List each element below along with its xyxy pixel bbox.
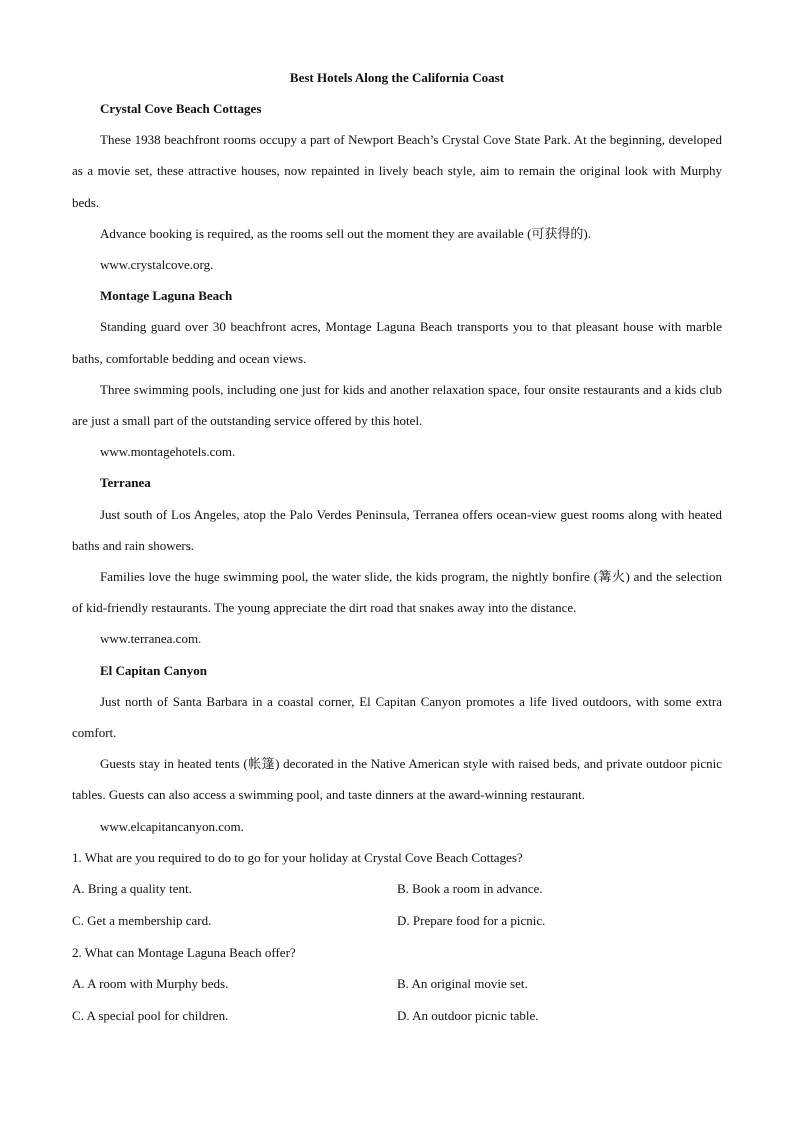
website-url: www.crystalcove.org.: [100, 257, 214, 273]
section-terranea: [72, 467, 722, 654]
option-a: A. Bring a quality tent.: [72, 881, 192, 897]
paragraph: Guests stay in heated tents (帐篷) decorated in the Native American style with raised beds, and private outdoor picnic tables. Guests can also access a swimming pool, and taste dinners at the award-winning restaurant.: [72, 756, 722, 803]
question-text: 1. What are you required to do to go for your holiday at Crystal Cove Beach Cottages?: [72, 849, 523, 865]
section-el-capitan: [72, 655, 722, 842]
document-title: Best Hotels Along the California Coast: [289, 70, 505, 85]
question-text: 2. What can Montage Laguna Beach offer?: [72, 944, 296, 960]
paragraph: These 1938 beachfront rooms occupy a part of Newport Beach’s Crystal Cove State Park. At the beginning, developed as a movie set, these attractive houses, now repainted in lively beach style, aim to remain the original look with Murphy beds.: [72, 132, 722, 210]
paragraph: Just north of Santa Barbara in a coastal corner, El Capitan Canyon promotes a life lived outdoors, with some extra comfort.: [72, 693, 722, 741]
section-heading: Crystal Cove Beach Cottages: [100, 101, 262, 116]
answer-options: [72, 968, 722, 1031]
answer-options: [72, 873, 722, 936]
option-b: B. Book a room in advance.: [397, 881, 543, 897]
section-crystal-cove: [72, 93, 722, 280]
section-heading: Montage Laguna Beach: [100, 288, 233, 304]
option-b: B. An original movie set.: [397, 976, 528, 992]
website-url: www.montagehotels.com.: [100, 444, 236, 460]
paragraph: Families love the huge swimming pool, the water slide, the kids program, the nightly bonfire (篝火) and the selection of kid-friendly restaurants. The young appreciate the dirt road that snakes away into the distance.: [72, 569, 722, 616]
question-1: [72, 842, 722, 937]
option-c: C. A special pool for children.: [72, 1007, 229, 1023]
option-a: A. A room with Murphy beds.: [72, 976, 229, 992]
option-c: C. Get a membership card.: [72, 913, 212, 929]
option-d: D. An outdoor picnic table.: [397, 1007, 539, 1023]
section-montage-laguna: [72, 280, 722, 467]
website-url: www.terranea.com.: [100, 631, 202, 647]
paragraph: Standing guard over 30 beachfront acres, Montage Laguna Beach transports you to that pleasant house with marble baths, comfortable bedding and ocean views.: [72, 319, 722, 366]
paragraph: Advance booking is required, as the rooms sell out the moment they are available (可获得的).: [100, 225, 591, 241]
document-page: [72, 62, 722, 1031]
section-heading: El Capitan Canyon: [100, 662, 207, 678]
website-url: www.elcapitancanyon.com.: [100, 818, 244, 834]
question-2: [72, 937, 722, 1032]
section-heading: Terranea: [100, 475, 151, 491]
paragraph: Three swimming pools, including one just for kids and another relaxation space, four onsite restaurants and a kids club are just a small part of the outstanding service offered by this hotel.: [72, 381, 722, 429]
option-d: D. Prepare food for a picnic.: [397, 913, 546, 929]
paragraph: Just south of Los Angeles, atop the Palo Verdes Peninsula, Terranea offers ocean-view guest rooms along with heated baths and rain showers.: [72, 506, 722, 553]
